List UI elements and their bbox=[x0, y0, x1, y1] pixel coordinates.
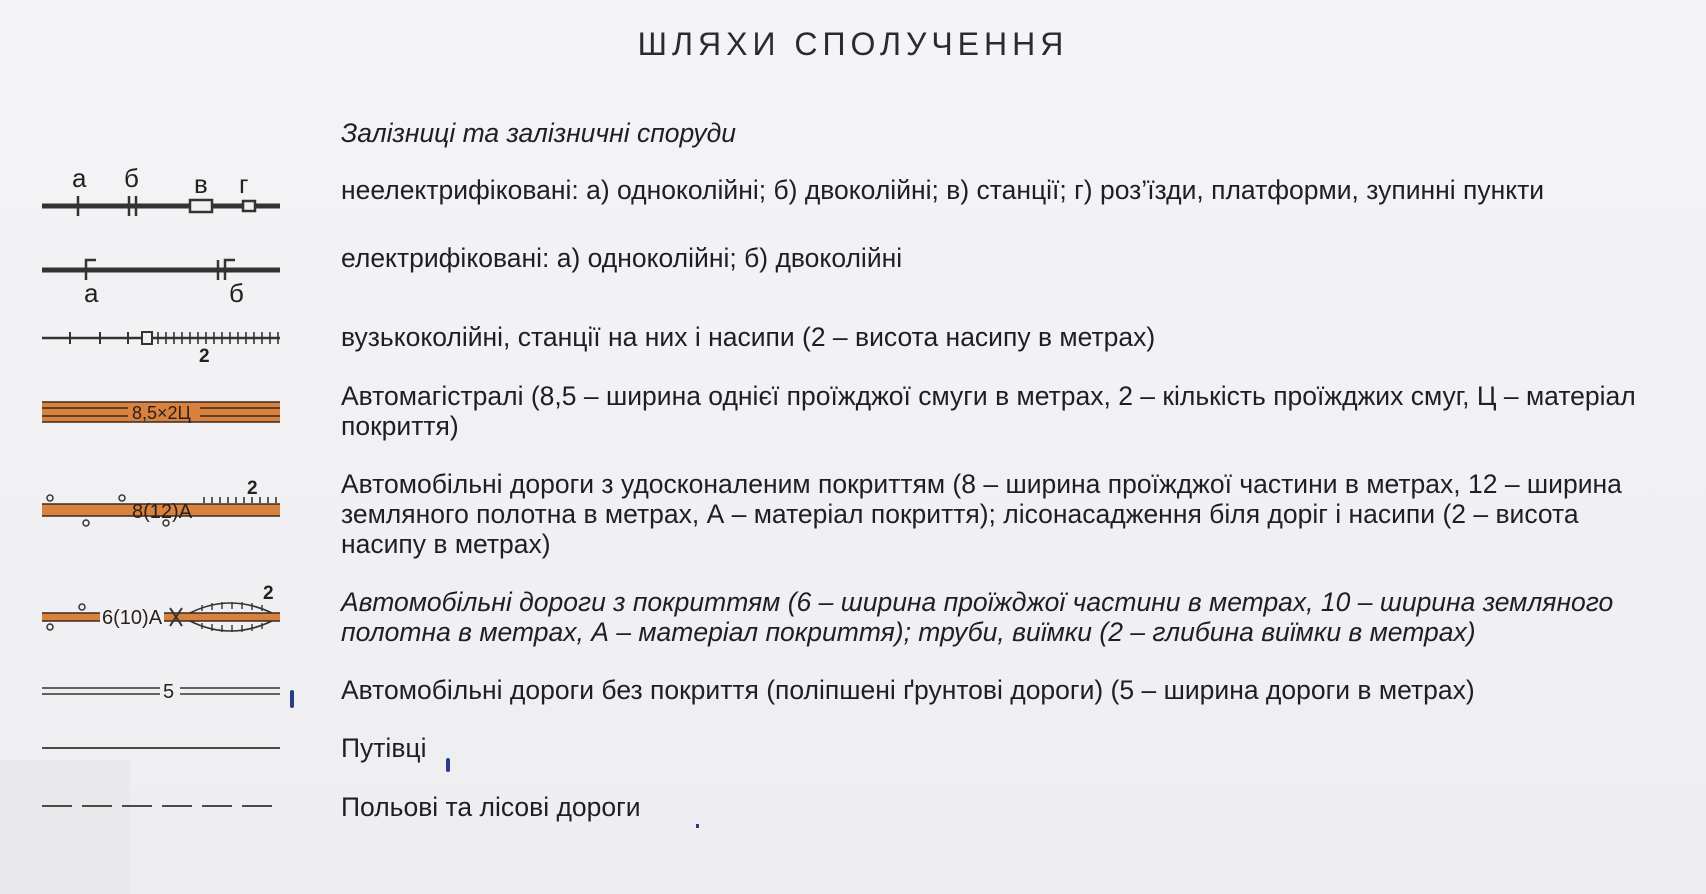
symbol-electric-railway bbox=[40, 250, 290, 310]
legend-text-motorway: Автомагістралі (8,5 – ширина однієї проїжджої смуги в метрах, 2 – кількість проїжджих смуг, Ц – матеріал покриття) bbox=[341, 381, 1636, 441]
page-title: ШЛЯХИ СПОЛУЧЕННЯ bbox=[637, 26, 1069, 62]
label-a: а bbox=[84, 278, 99, 308]
scan-mark bbox=[446, 758, 450, 772]
symbol-field-road bbox=[40, 796, 290, 816]
label-b: б bbox=[124, 163, 139, 193]
symbol-unsurfaced-road bbox=[40, 676, 290, 706]
label-g: г bbox=[239, 169, 249, 199]
legend-text-track: Путівці bbox=[341, 733, 427, 763]
symbol-narrow-gauge-railway bbox=[40, 320, 290, 365]
legend-text-electric-railway: електрифіковані: а) одноколійні; б) двоколійні bbox=[341, 243, 903, 273]
legend-text-improved-road: Автомобільні дороги з удосконаленим покриттям (8 – ширина проїжджої частини в метрах, 12 – ширина земляного полотна в метрах, А – матеріал покриття); лісонасадження біля доріг і насипи (2 – висота насипу в метрах) bbox=[341, 469, 1622, 559]
symbol-track bbox=[40, 738, 290, 758]
surfaced-road-code: 6(10)А bbox=[102, 607, 163, 629]
embankment-height: 2 bbox=[247, 478, 258, 499]
motorway-code: 8,5×2Ц bbox=[132, 403, 191, 423]
label-a: а bbox=[72, 163, 87, 193]
label-b: б bbox=[229, 278, 244, 308]
legend-text-surfaced-road: Автомобільні дороги з покриттям (6 – ширина проїжджої частини в метрах, 10 – ширина земляного полотна в метрах, А – матеріал покриття); труби, виїмки (2 – глибина виїмки в метрах) bbox=[341, 587, 1614, 647]
paper-shadow bbox=[0, 760, 130, 894]
scan-mark bbox=[290, 690, 294, 708]
symbol-motorway bbox=[40, 398, 290, 428]
cutting-depth: 2 bbox=[263, 583, 274, 604]
improved-road-code: 8(12)А bbox=[132, 501, 193, 523]
embankment-height: 2 bbox=[199, 346, 210, 367]
legend-text-field-road: Польові та лісові дороги bbox=[341, 792, 641, 822]
scan-mark bbox=[696, 824, 699, 828]
symbol-improved-road bbox=[40, 480, 290, 530]
label-v: в bbox=[194, 169, 208, 199]
symbol-surfaced-road bbox=[40, 583, 290, 638]
symbol-nonelectric-railway bbox=[40, 160, 290, 220]
legend-section-railways: Залізниці та залізничні споруди bbox=[341, 118, 737, 148]
legend-text-narrow-gauge: вузькоколійні, станції на них і насипи (2 – висота насипу в метрах) bbox=[341, 322, 1156, 352]
legend-text-nonelectric-railway: неелектрифіковані: а) одноколійні; б) двоколійні; в) станції; г) роз’їзди, платформи, зупинні пункти bbox=[341, 175, 1545, 205]
legend-text-unsurfaced-road: Автомобільні дороги без покриття (поліпшені ґрунтові дороги) (5 – ширина дороги в метрах) bbox=[341, 675, 1475, 705]
road-width: 5 bbox=[163, 681, 175, 703]
